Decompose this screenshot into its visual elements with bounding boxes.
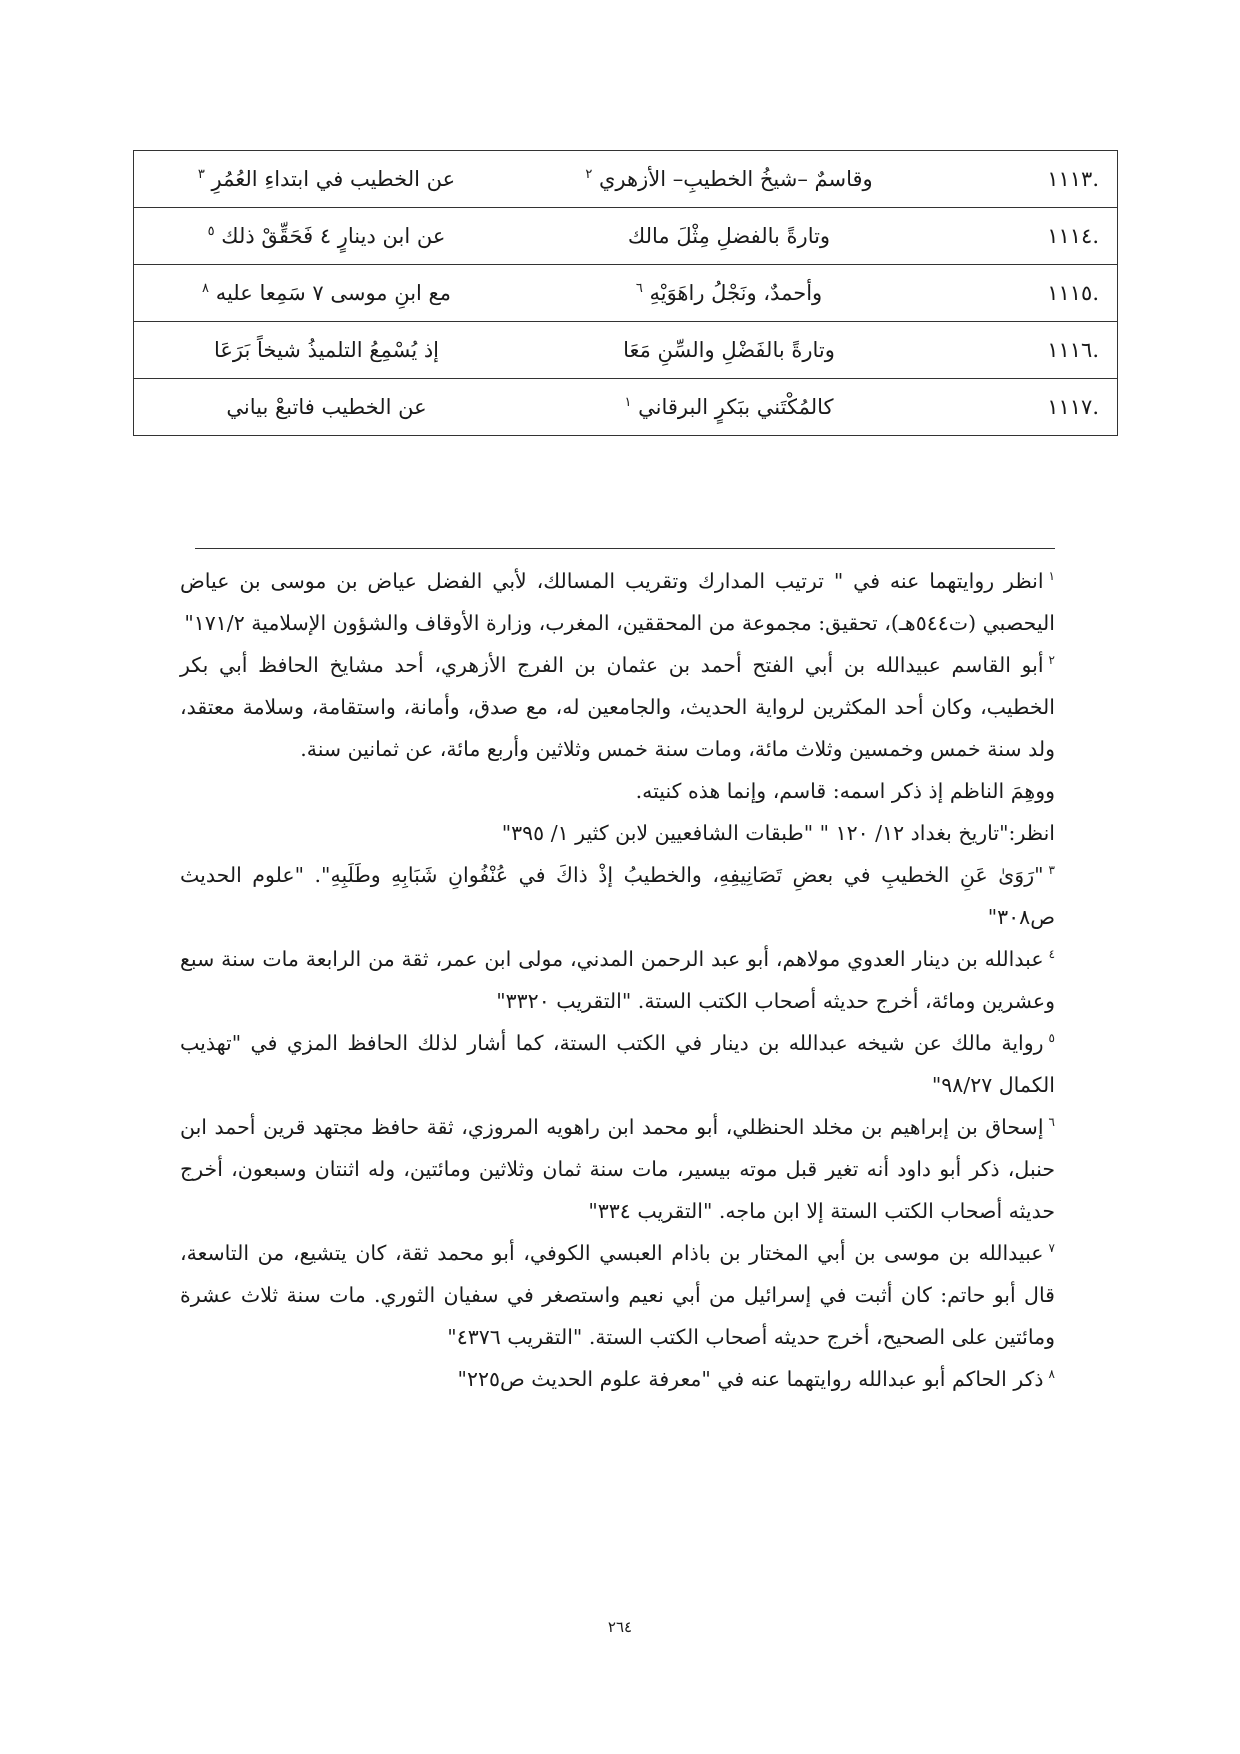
footnote-text: ووهِمَ الناظم إذ ذكر اسمه: قاسم، وإنما هذه كنيته.	[635, 779, 1055, 803]
footnote-paragraph	[180, 770, 1055, 812]
page-number: ٢٦٤	[607, 1618, 633, 1636]
verse-row	[134, 208, 1118, 265]
footnote-number: ٧	[1048, 1241, 1055, 1256]
verse-number: .١١١٦	[939, 322, 1118, 379]
verse-row	[134, 322, 1118, 379]
footnote	[180, 854, 1055, 938]
footnote	[180, 1106, 1055, 1232]
footnote-paragraph	[180, 1358, 1055, 1400]
verse-first-text: وتارةً بالفَضْلِ والسِّنِ مَعَا	[623, 338, 835, 362]
footnote-text: "رَوَىٰ عَنِ الخطيبِ في بعضِ تَصَانِيفِهِ، والخطيبُ إذْ ذاكَ في عُنْفُوانِ شَبَابِهِ وطَلَبِهِ". "علوم الحديث ص٣٠٨"	[180, 863, 1055, 929]
footnote-number: ٣	[1048, 863, 1055, 878]
footnote	[180, 1232, 1055, 1358]
footnote-number: ١	[1048, 569, 1055, 584]
footnote-number: ٨	[1048, 1367, 1055, 1382]
footnote-text: انظر روايتهما عنه في " ترتيب المدارك وتقريب المسالك، لأبي الفضل عياض بن موسى بن عياض اليحصبي (ت٥٤٤هـ)، تحقيق: مجموعة من المحققين، المغرب، وزارة الأوقاف والشؤون الإسلامية ١٧١/٢"	[180, 569, 1055, 635]
verse-number: .١١١٤	[939, 208, 1118, 265]
footnote-ref: ٦	[635, 281, 643, 296]
footnote-paragraph	[180, 1232, 1055, 1358]
verse-second-hemistich	[134, 151, 520, 208]
footnote-text: إسحاق بن إبراهيم بن مخلد الحنظلي، أبو محمد ابن راهويه المروزي، ثقة حافظ مجتهد قرين أحمد ابن حنبل، ذكر أبو داود أنه تغير قبل موته بيسير، مات سنة ثمان وثلاثين ومائتين، وله اثنتان وسبعون، أخرج حديثه أصحاب الكتب الستة إلا ابن ماجه. "التقريب ٣٣٤"	[180, 1115, 1055, 1223]
verse-first-text: وتارةً بالفضلِ مِثْلَ مالك	[627, 224, 831, 248]
verse-second-text: عن ابن دينارٍ ٤ فَحَقِّقْ ذلك	[221, 224, 446, 248]
verse-second-text: مع ابنِ موسى ٧ سَمِعا عليه	[215, 281, 451, 305]
footnote	[180, 1022, 1055, 1106]
footnote-number: ٢	[1048, 653, 1055, 668]
verse-first-text: وقاسمٌ –شيخُ الخطيبِ– الأزهري	[598, 167, 873, 191]
footnote-text: عبدالله بن دينار العدوي مولاهم، أبو عبد الرحمن المدني، مولى ابن عمر، ثقة من الرابعة مات سنة سبع وعشرين ومائة، أخرج حديثه أصحاب الكتب الستة. "التقريب ٣٣٢٠"	[180, 947, 1055, 1013]
footnote-number: ٥	[1048, 1031, 1055, 1046]
footnote-ref: ٣	[197, 167, 205, 182]
verse-row	[134, 379, 1118, 436]
footnote-paragraph	[180, 1022, 1055, 1106]
footnote	[180, 1358, 1055, 1400]
verse-second-text: عن الخطيب في ابتداءِ العُمُرِ	[211, 167, 456, 191]
verse-number: .١١١٣	[939, 151, 1118, 208]
footnote	[180, 644, 1055, 770]
verse-first-hemistich	[519, 265, 939, 322]
footnote-paragraph	[180, 560, 1055, 644]
verse-number: .١١١٧	[939, 379, 1118, 436]
footnote-paragraph	[180, 938, 1055, 1022]
verse-second-hemistich	[134, 322, 520, 379]
verse-first-hemistich	[519, 208, 939, 265]
footnote-text: ذكر الحاكم أبو عبدالله روايتهما عنه في "معرفة علوم الحديث ص٢٢٥"	[457, 1367, 1044, 1391]
footnote	[180, 938, 1055, 1022]
footnote-paragraph	[180, 854, 1055, 938]
footnote-paragraph	[180, 812, 1055, 854]
footnote-text: انظر:"تاريخ بغداد ١٢/ ١٢٠ " "طبقات الشافعيين لابن كثير ١/ ٣٩٥"	[501, 821, 1055, 845]
footnote	[180, 770, 1055, 812]
footnote-text: رواية مالك عن شيخه عبدالله بن دينار في الكتب الستة، كما أشار لذلك الحافظ المزي في "تهذيب الكمال ٩٨/٢٧"	[180, 1031, 1055, 1097]
footnote-paragraph	[180, 1106, 1055, 1232]
footnote-ref: ٥	[207, 224, 215, 239]
footnote-separator	[195, 548, 1055, 549]
footnote-number: ٤	[1048, 947, 1056, 962]
verse-first-hemistich	[519, 151, 939, 208]
footnotes	[180, 560, 1055, 1400]
footnote	[180, 560, 1055, 644]
verse-table	[133, 150, 1118, 436]
footnote-text: أبو القاسم عبيدالله بن أبي الفتح أحمد بن عثمان بن الفرج الأزهري، أحد مشايخ الحافظ أبي بكر الخطيب، وكان أحد المكثرين لرواية الحديث، والجامعين له، مع صدق، وأمانة، واستقامة، وسلامة معتقد، ولد سنة خمس وخمسين وثلاث مائة، ومات سنة خمس وثلاثين وأربع مائة، عن ثمانين سنة.	[180, 653, 1055, 761]
verse-second-text: عن الخطيب فاتبعْ بياني	[226, 395, 427, 419]
verse-second-hemistich	[134, 379, 520, 436]
verse-first-hemistich	[519, 322, 939, 379]
verse-row	[134, 265, 1118, 322]
verse-table-body	[134, 151, 1118, 436]
verse-second-hemistich	[134, 208, 520, 265]
verse-first-hemistich	[519, 379, 939, 436]
footnote-ref: ٢	[585, 167, 593, 182]
footnote	[180, 812, 1055, 854]
verse-second-hemistich	[134, 265, 520, 322]
verse-first-text: كالمُكْتَني ببَكرٍ البرقاني	[638, 395, 834, 419]
verse-row	[134, 151, 1118, 208]
footnote-ref: ٨	[202, 281, 209, 296]
verse-second-text: إذ يُسْمِعُ التلميذُ شيخاً بَرَعَا	[213, 338, 440, 362]
verse-number: .١١١٥	[939, 265, 1118, 322]
verse-first-text: وأحمدٌ، ونَجْلُ راهَوَيْهِ	[649, 281, 823, 305]
footnote-paragraph	[180, 644, 1055, 770]
footnote-number: ٦	[1048, 1115, 1055, 1130]
footnote-ref: ١	[624, 395, 632, 410]
footnote-text: عبيدالله بن موسى بن أبي المختار بن باذام العبسي الكوفي، أبو محمد ثقة، كان يتشيع، من التاسعة، قال أبو حاتم: كان أثبت في إسرائيل من أبي نعيم واستصغر في سفيان الثوري. مات سنة ثلاث عشرة ومائتين على الصحيح، أخرج حديثه أصحاب الكتب الستة. "التقريب ٤٣٧٦"	[180, 1241, 1055, 1349]
